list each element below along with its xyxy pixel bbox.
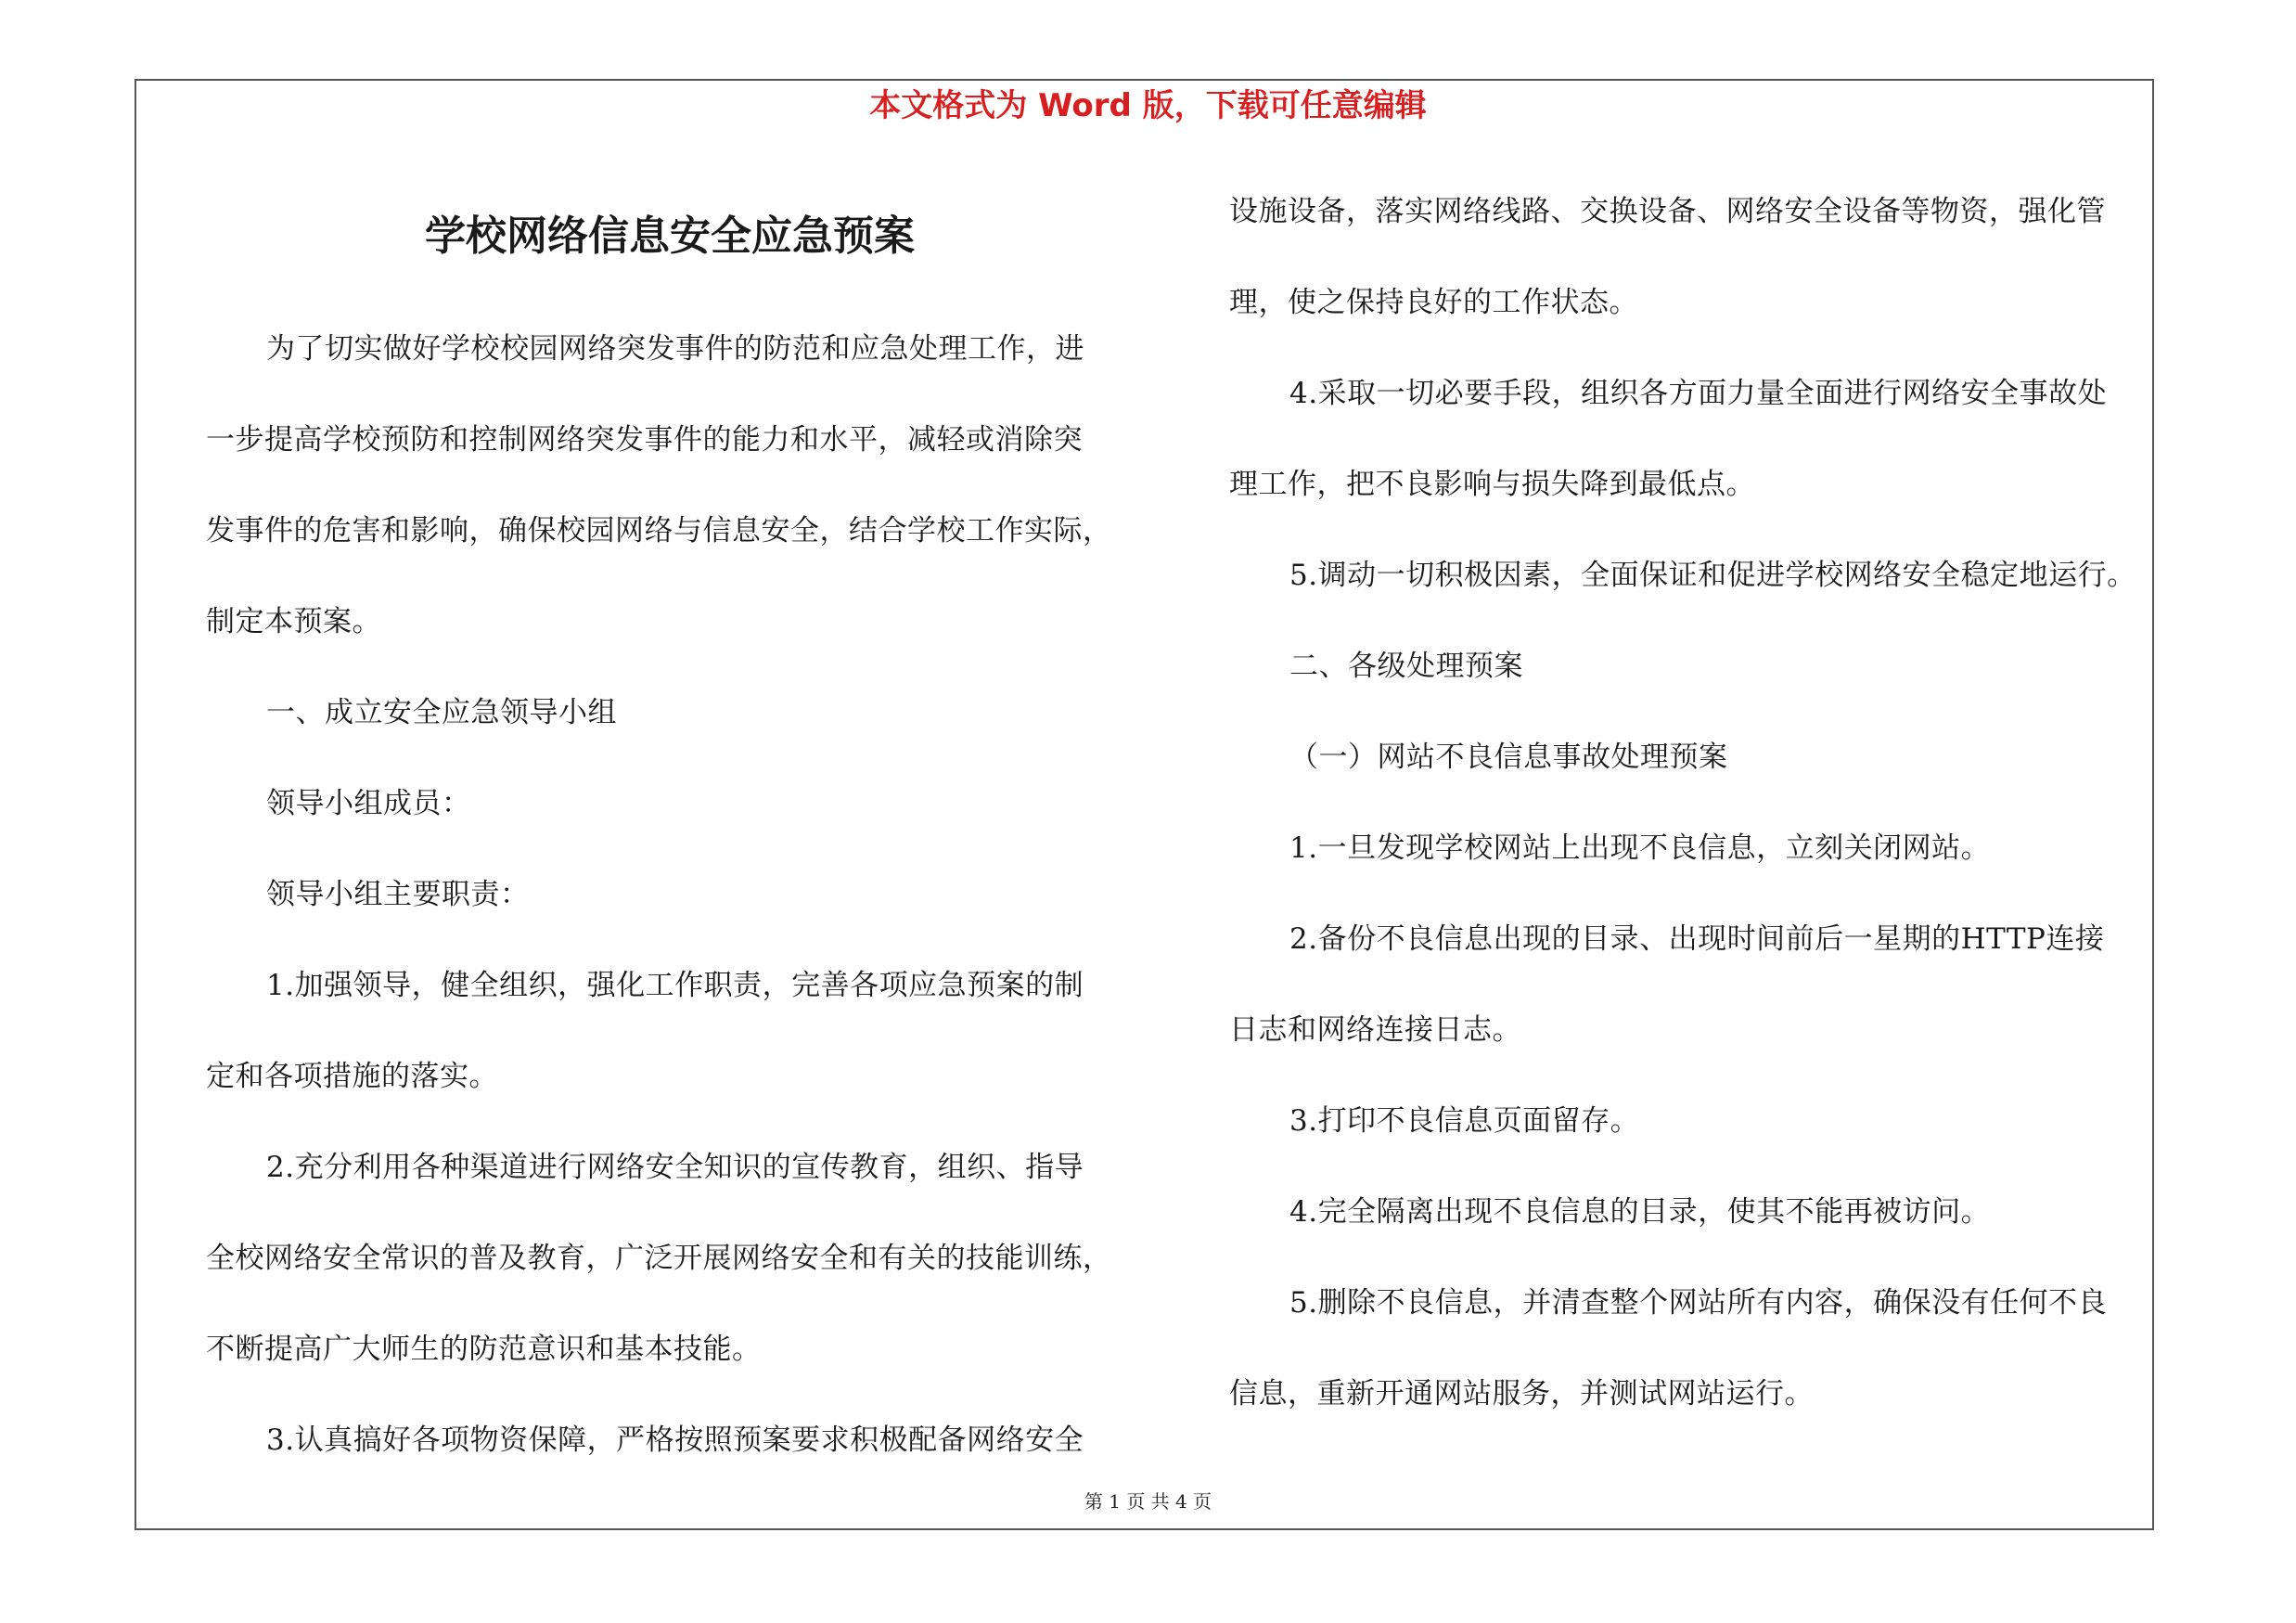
paragraph-line: 2.备份不良信息出现的目录、出现时间前后一星期的HTTP连接 [1289, 922, 2105, 956]
paragraph-line: 设施设备，落实网络线路、交换设备、网络安全设备等物资，强化管 [1229, 195, 2106, 228]
paragraph-line: 3.认真搞好各项物资保障，严格按照预案要求积极配备网络安全 [266, 1423, 1084, 1457]
paragraph-line: 一步提高学校预防和控制网络突发事件的能力和水平，减轻或消除突 [206, 423, 1083, 457]
paragraph-line: 信息，重新开通网站服务，并测试网站运行。 [1229, 1377, 1814, 1410]
page-number: 第 1 页 共 4 页 [1084, 1490, 1212, 1513]
paragraph-line: 日志和网络连接日志。 [1229, 1013, 1521, 1047]
paragraph-line: 3.打印不良信息页面留存。 [1289, 1104, 1640, 1138]
document-title: 学校网络信息安全应急预案 [425, 213, 915, 260]
paragraph-line: 定和各项措施的落实。 [206, 1060, 498, 1093]
section-heading: 二、各级处理预案 [1289, 650, 1523, 683]
paragraph-line: 4.采取一切必要手段，组织各方面力量全面进行网络安全事故处 [1289, 377, 2108, 410]
paragraph-line: 为了切实做好学校校园网络突发事件的防范和应急处理工作，进 [266, 332, 1084, 366]
paragraph-line: 制定本预案。 [206, 605, 381, 638]
paragraph-line: 领导小组主要职责： [266, 878, 530, 911]
paragraph-line: 不断提高广大师生的防范意识和基本技能。 [206, 1333, 762, 1366]
paragraph-line: 领导小组成员： [266, 787, 471, 820]
subsection-heading: （一）网站不良信息事故处理预案 [1289, 741, 1728, 774]
paragraph-line: 理工作，把不良影响与损失降到最低点。 [1229, 468, 1755, 501]
paragraph-line: 1.加强领导，健全组织，强化工作职责，完善各项应急预案的制 [266, 969, 1084, 1002]
paragraph-line: 5.删除不良信息，并清查整个网站所有内容，确保没有任何不良 [1289, 1286, 2108, 1320]
paragraph-line: 发事件的危害和影响，确保校园网络与信息安全，结合学校工作实际， [206, 514, 1112, 547]
word-format-banner: 本文格式为 Word 版，下载可任意编辑 [869, 87, 1427, 124]
section-heading: 一、成立安全应急领导小组 [266, 696, 617, 729]
paragraph-line: 2.充分利用各种渠道进行网络安全知识的宣传教育，组织、指导 [266, 1151, 1084, 1184]
paragraph-line: 理，使之保持良好的工作状态。 [1229, 286, 1638, 319]
paragraph-line: 5.调动一切积极因素，全面保证和促进学校网络安全稳定地运行。 [1289, 559, 2136, 592]
paragraph-line: 1.一旦发现学校网站上出现不良信息，立刻关闭网站。 [1289, 831, 1991, 865]
paragraph-line: 4.完全隔离出现不良信息的目录，使其不能再被访问。 [1289, 1195, 1991, 1229]
paragraph-line: 全校网络安全常识的普及教育，广泛开展网络安全和有关的技能训练， [206, 1242, 1112, 1275]
